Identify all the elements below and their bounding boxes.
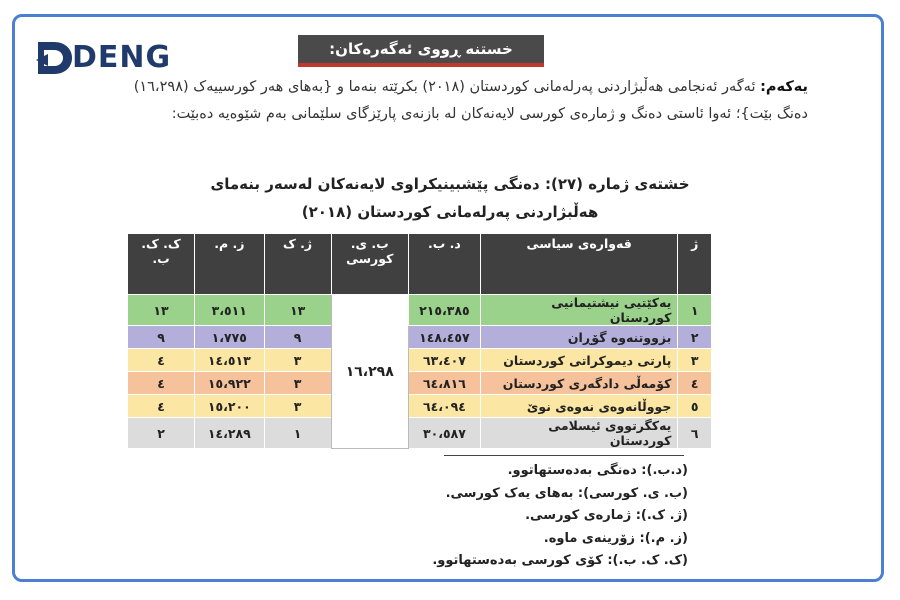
table-row bbox=[128, 372, 712, 395]
cell-votes: ٦٤،٠٩٤ bbox=[408, 395, 480, 418]
cell-party: پارتی دیموکراتی کوردستان bbox=[480, 349, 677, 372]
note-item: (د.ب.): دەنگی بەدەستهاتوو. bbox=[507, 463, 688, 478]
table-header-row bbox=[128, 234, 712, 295]
cell-votes: ١٤٨،٤٥٧ bbox=[408, 326, 480, 349]
cell-party: جووڵانەوەی نەوەی نوێ bbox=[480, 395, 677, 418]
logo-mark-icon bbox=[34, 38, 74, 78]
caption-line-2: هەڵبژاردنی پەرلەمانی کوردستان (٢٠١٨) bbox=[301, 203, 599, 221]
note-item: (ز. م.): زۆرینەی ماوە. bbox=[543, 530, 688, 546]
table-row bbox=[128, 326, 712, 349]
cell-votes: ٦٣،٤٠٧ bbox=[408, 349, 480, 372]
cell-index: ٤ bbox=[678, 372, 712, 395]
logo-text: DENG bbox=[72, 40, 172, 75]
cell-remainder: ١٤،٢٨٩ bbox=[195, 418, 265, 449]
header-votes: د. ب. bbox=[408, 234, 480, 295]
cell-party: یەکگرتووی ئیسلامی کوردستان bbox=[480, 418, 677, 449]
cell-party: کۆمەڵی دادگەری کوردستان bbox=[480, 372, 677, 395]
table-caption bbox=[130, 170, 770, 226]
cell-index: ٣ bbox=[678, 349, 712, 372]
caption-line-1: خشتەی ژمارە (٢٧): دەنگی پێشبینیکراوی لایەنەکان لەسەر بنەمای bbox=[210, 175, 690, 193]
cell-remainder: ١٥،٩٢٢ bbox=[195, 372, 265, 395]
cell-total-seats: ٩ bbox=[128, 326, 195, 349]
cell-remainder: ١٤،٥١٣ bbox=[195, 349, 265, 372]
note-item: (ب. ی. کورسی): بەهای یەک کورسی. bbox=[445, 485, 688, 501]
intro-paragraph bbox=[108, 74, 808, 128]
cell-total-seats: ٤ bbox=[128, 395, 195, 418]
results-table bbox=[127, 233, 712, 449]
note-item: (ک. ک. ب.): کۆی کورسی بەدەستهاتوو. bbox=[432, 553, 688, 568]
cell-seats: ٣ bbox=[264, 349, 331, 372]
cell-seats: ٣ bbox=[264, 395, 331, 418]
header-total-seats: ک. ک. ب. bbox=[128, 234, 195, 295]
cell-index: ٢ bbox=[678, 326, 712, 349]
cell-total-seats: ٢ bbox=[128, 418, 195, 449]
deng-logo bbox=[34, 38, 172, 78]
cell-remainder: ٣،٥١١ bbox=[195, 295, 265, 326]
cell-votes: ٢١٥،٣٨٥ bbox=[408, 295, 480, 326]
cell-seats: ١ bbox=[264, 418, 331, 449]
note-item: (ژ. ک.): ژمارەی کورسی. bbox=[525, 508, 688, 523]
header-remainder: ز. م. bbox=[195, 234, 265, 295]
cell-total-seats: ٤ bbox=[128, 349, 195, 372]
paragraph-lead: یەکەم: bbox=[760, 79, 808, 95]
paragraph-text: ئەگەر ئەنجامی هەڵبژاردنی پەرلەمانی کوردستان (٢٠١٨) بکرێتە بنەما و {بەهای هەر کورسییەک (١٦،٢٩٨) دەنگ بێت}؛ ئەوا ئاستی دەنگ و ژمارەی کورسی لایەنەکان لە بازنەی پارێزگای سلێمانی بەم شێوەیە دەبێت: bbox=[133, 79, 808, 122]
notes-divider bbox=[444, 455, 684, 456]
cell-seats: ٣ bbox=[264, 372, 331, 395]
cell-votes: ٦٤،٨١٦ bbox=[408, 372, 480, 395]
abbreviation-notes bbox=[432, 460, 688, 573]
header-seats: ژ. ک bbox=[264, 234, 331, 295]
cell-index: ١ bbox=[678, 295, 712, 326]
cell-seats: ١٣ bbox=[264, 295, 331, 326]
cell-party: بزووتنەوە گۆڕان bbox=[480, 326, 677, 349]
cell-party: یەکێتیی نیشتیمانیی کوردستان bbox=[480, 295, 677, 326]
cell-seat-value: ١٦،٢٩٨ bbox=[331, 295, 408, 449]
section-heading: خستنە ڕووی ئەگەرەکان: bbox=[298, 35, 544, 67]
cell-index: ٥ bbox=[678, 395, 712, 418]
cell-remainder: ١،٧٧٥ bbox=[195, 326, 265, 349]
cell-seats: ٩ bbox=[264, 326, 331, 349]
table-row bbox=[128, 418, 712, 449]
header-party: قەوارەی سیاسی bbox=[480, 234, 677, 295]
cell-total-seats: ١٣ bbox=[128, 295, 195, 326]
table-row bbox=[128, 395, 712, 418]
cell-total-seats: ٤ bbox=[128, 372, 195, 395]
cell-index: ٦ bbox=[678, 418, 712, 449]
header-index: ژ bbox=[678, 234, 712, 295]
cell-votes: ٣٠،٥٨٧ bbox=[408, 418, 480, 449]
cell-remainder: ١٥،٢٠٠ bbox=[195, 395, 265, 418]
table-row bbox=[128, 349, 712, 372]
header-seat-value: ب. ی. کورسی bbox=[331, 234, 408, 295]
table-row bbox=[128, 295, 712, 326]
